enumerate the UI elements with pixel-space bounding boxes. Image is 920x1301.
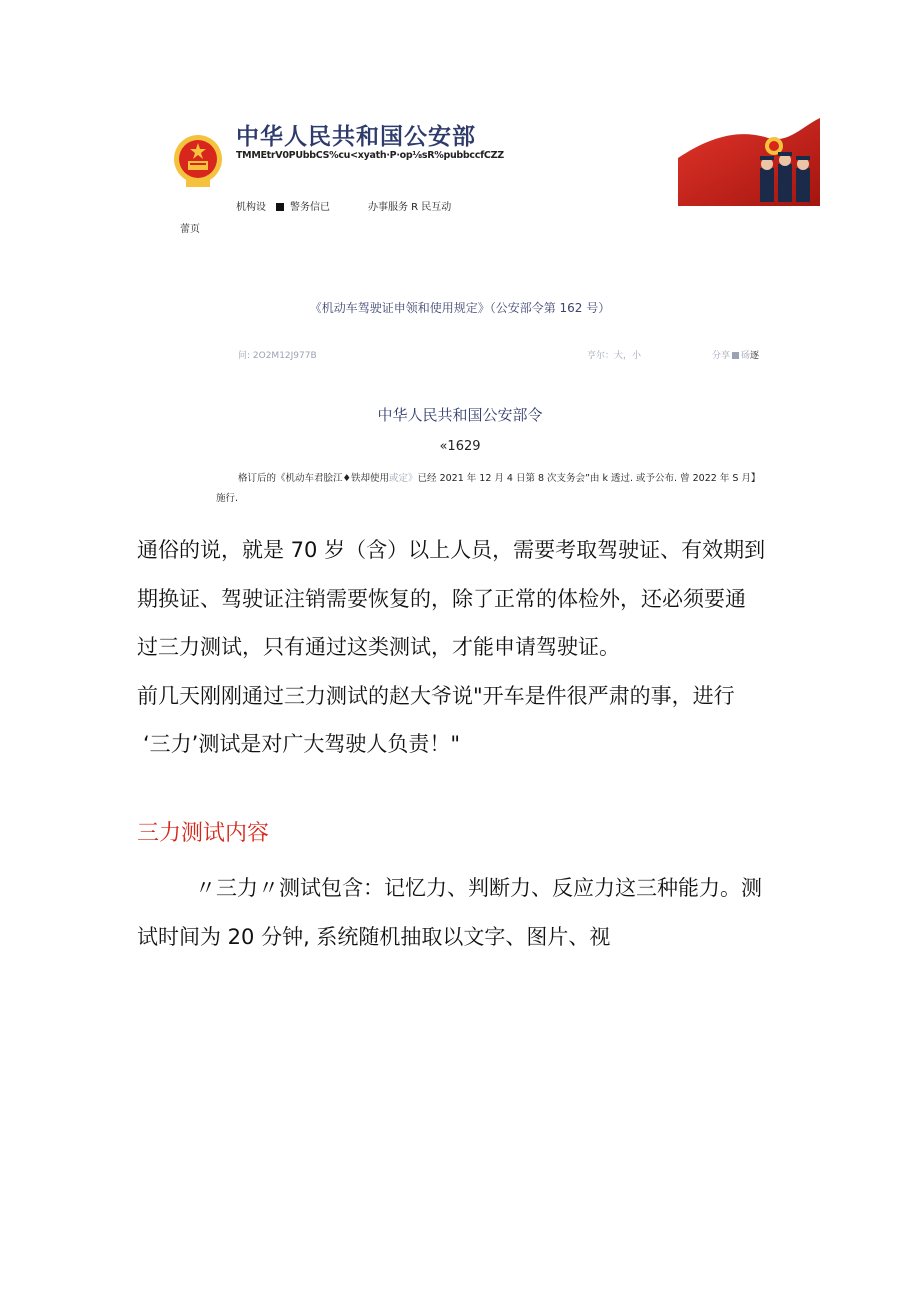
decree-line-1-a: 格订后的《机动车君脍江♦铁却使用	[238, 473, 390, 484]
section-line: 〃三力〃测试包含：记忆力、判断力、反应力这三种能力。测	[195, 876, 762, 900]
share-faint-text: 砀	[741, 351, 751, 361]
section-heading: 三力测试内容	[137, 821, 270, 846]
share-dark-text: 逐	[750, 351, 760, 361]
article-title: 《机动车驾驶证申领和使用规定》（公安部令第 162 号）	[309, 301, 611, 315]
order-number: «1629	[439, 439, 481, 454]
nav-home-link[interactable]: 蕾页	[180, 224, 200, 235]
nav-item-police-info[interactable]: 警务信已	[290, 202, 330, 213]
body-paragraph	[137, 526, 787, 769]
decree-line-1-b: 已经 2021 年 12 月 4 日第 8 次支务会”由 k 透过. 或予公布. 曾 2022 年 S 月】	[417, 473, 761, 484]
decree-line-1-faint: 或定》	[389, 473, 418, 484]
body-line: 期换证、驾驶证注销需要恢复的，除了正常的体检外，还必须要通	[137, 586, 746, 611]
nav-separator	[276, 203, 284, 211]
main-nav	[236, 198, 461, 213]
body-line: 通俗的说，就是 70 岁（含）以上人员，需要考取驾驶证、有效期到	[137, 538, 766, 562]
article-date: 问: 2O2M12J977B	[238, 351, 317, 361]
nav-item-org[interactable]: 机构设	[236, 202, 266, 213]
decree-line-2: 施行.	[216, 493, 239, 504]
font-size-control[interactable]: 亨尔：大，小	[587, 351, 642, 361]
national-emblem-icon	[172, 133, 224, 189]
order-heading: 中华人民共和国公安部令	[377, 406, 543, 424]
decree-line-1	[238, 470, 760, 484]
section-line: 试时间为 20 分钟, 系统随机抽取以文字、图片、视	[137, 924, 611, 949]
site-subtitle: TMMEtrV0PUbbCS%cu<xyath·P·op⅛sR%pubbccfCZZ	[236, 150, 504, 161]
section-paragraph	[137, 864, 787, 961]
body-line: 前几天刚刚通过三力测试的赵大爷说"开车是件很严肃的事，进行	[137, 683, 735, 708]
share-icon[interactable]	[732, 352, 739, 359]
body-line: ‘三力’测试是对广大驾驶人负责！"	[143, 732, 461, 756]
share-label: 分享	[712, 351, 731, 361]
police-flag-banner-icon	[678, 118, 820, 206]
share-control[interactable]	[712, 348, 759, 361]
body-line: 过三力测试，只有通过这类测试，才能申请驾驶证。	[137, 635, 620, 659]
site-title: 中华人民共和国公安部	[236, 124, 476, 150]
nav-item-services[interactable]: 办事服务 R 民互动	[368, 202, 452, 213]
